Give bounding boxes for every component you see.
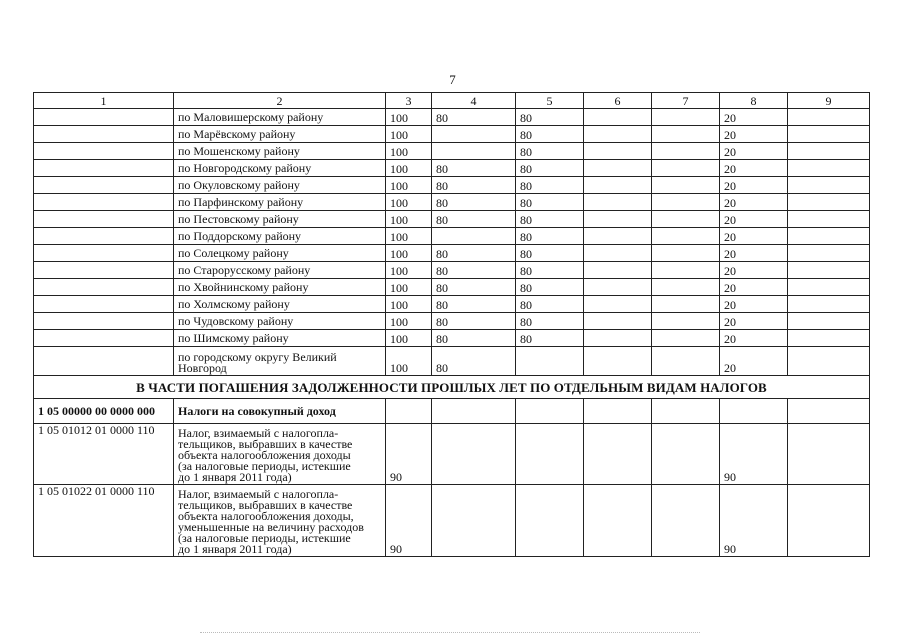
- table-row: [34, 424, 870, 485]
- value-cell: 20: [720, 126, 788, 143]
- table-row: [34, 279, 870, 296]
- value-cell: 20: [720, 296, 788, 313]
- code-cell: 1 05 01022 01 0000 110: [34, 485, 174, 557]
- value-cell: [652, 279, 720, 296]
- code-cell: [34, 330, 174, 347]
- code-cell: [34, 279, 174, 296]
- header-cell: 8: [720, 93, 788, 109]
- value-cell: 20: [720, 194, 788, 211]
- value-cell: [584, 160, 652, 177]
- code-cell: [34, 228, 174, 245]
- value-cell: [652, 347, 720, 376]
- value-cell: [584, 347, 652, 376]
- value-cell: [788, 126, 870, 143]
- value-cell: 100: [386, 126, 432, 143]
- value-cell: 100: [386, 228, 432, 245]
- value-cell: [652, 245, 720, 262]
- value-cell: 100: [386, 347, 432, 376]
- value-cell: 100: [386, 330, 432, 347]
- value-cell: 80: [516, 228, 584, 245]
- code-cell: [34, 245, 174, 262]
- value-cell: 80: [432, 262, 516, 279]
- value-cell: 80: [516, 313, 584, 330]
- value-cell: [652, 211, 720, 228]
- value-cell: 20: [720, 228, 788, 245]
- value-cell: [432, 399, 516, 424]
- value-cell: 80: [432, 211, 516, 228]
- value-cell: [584, 211, 652, 228]
- value-cell: [652, 143, 720, 160]
- header-cell: 7: [652, 93, 720, 109]
- value-cell: 20: [720, 262, 788, 279]
- budget-table: [33, 92, 870, 557]
- value-cell: [432, 485, 516, 557]
- value-cell: 20: [720, 211, 788, 228]
- section-title: В ЧАСТИ ПОГАШЕНИЯ ЗАДОЛЖЕННОСТИ ПРОШЛЫХ ЛЕТ ПО ОТДЕЛЬНЫМ ВИДАМ НАЛОГОВ: [34, 376, 870, 399]
- value-cell: 90: [386, 424, 432, 485]
- code-cell: [34, 177, 174, 194]
- code-cell: [34, 109, 174, 126]
- value-cell: [788, 347, 870, 376]
- value-cell: 80: [432, 296, 516, 313]
- value-cell: [432, 228, 516, 245]
- header-cell: 4: [432, 93, 516, 109]
- value-cell: 100: [386, 143, 432, 160]
- value-cell: [788, 109, 870, 126]
- value-cell: 80: [516, 330, 584, 347]
- table-row: [34, 194, 870, 211]
- table-row: [34, 399, 870, 424]
- value-cell: [788, 424, 870, 485]
- table-row: [34, 313, 870, 330]
- value-cell: [584, 296, 652, 313]
- value-cell: [584, 424, 652, 485]
- table-row: [34, 330, 870, 347]
- value-cell: 100: [386, 160, 432, 177]
- table-row: [34, 109, 870, 126]
- district-name: по Поддорскому району: [174, 228, 386, 245]
- header-cell: 2: [174, 93, 386, 109]
- tax-name: Налоги на совокупный доход: [174, 399, 386, 424]
- value-cell: [516, 399, 584, 424]
- code-cell: [34, 143, 174, 160]
- value-cell: [584, 313, 652, 330]
- page-number: 7: [449, 72, 456, 87]
- value-cell: [788, 211, 870, 228]
- value-cell: 100: [386, 177, 432, 194]
- value-cell: [584, 262, 652, 279]
- value-cell: 80: [432, 330, 516, 347]
- district-name: по городскому округу Великий Новгород: [174, 347, 386, 376]
- value-cell: [720, 399, 788, 424]
- tax-name: Налог, взимаемый с налогопла- тельщиков, выбравших в качестве объекта налогообложения доходы (за налоговые периоды, истекшие до 1 января 2011 года): [174, 424, 386, 485]
- value-cell: [788, 245, 870, 262]
- value-cell: [652, 485, 720, 557]
- value-cell: [652, 228, 720, 245]
- value-cell: 80: [516, 262, 584, 279]
- table-row: [34, 160, 870, 177]
- value-cell: 80: [516, 245, 584, 262]
- value-cell: 90: [386, 485, 432, 557]
- value-cell: 80: [516, 177, 584, 194]
- value-cell: 80: [432, 109, 516, 126]
- header-row: [34, 93, 870, 109]
- district-name: по Мошенскому району: [174, 143, 386, 160]
- value-cell: [652, 296, 720, 313]
- district-name: по Окуловскому району: [174, 177, 386, 194]
- value-cell: 20: [720, 279, 788, 296]
- scan-artifact-line: [200, 632, 700, 635]
- value-cell: [584, 194, 652, 211]
- code-cell: [34, 347, 174, 376]
- code-cell: [34, 262, 174, 279]
- value-cell: [652, 262, 720, 279]
- district-name: по Маловишерскому району: [174, 109, 386, 126]
- value-cell: [788, 279, 870, 296]
- value-cell: [788, 160, 870, 177]
- value-cell: [584, 330, 652, 347]
- value-cell: 80: [432, 245, 516, 262]
- value-cell: [788, 296, 870, 313]
- value-cell: [652, 330, 720, 347]
- value-cell: [432, 126, 516, 143]
- value-cell: [432, 424, 516, 485]
- value-cell: 80: [432, 279, 516, 296]
- value-cell: 80: [432, 160, 516, 177]
- value-cell: 80: [516, 211, 584, 228]
- value-cell: 80: [516, 109, 584, 126]
- value-cell: 100: [386, 279, 432, 296]
- value-cell: [652, 177, 720, 194]
- value-cell: [788, 399, 870, 424]
- table-row: [34, 485, 870, 557]
- table-row: [34, 262, 870, 279]
- value-cell: [584, 485, 652, 557]
- value-cell: 80: [516, 296, 584, 313]
- code-cell: [34, 211, 174, 228]
- header-cell: 3: [386, 93, 432, 109]
- value-cell: [652, 126, 720, 143]
- district-name: по Пестовскому району: [174, 211, 386, 228]
- table-row: [34, 143, 870, 160]
- value-cell: [652, 313, 720, 330]
- value-cell: 100: [386, 109, 432, 126]
- value-cell: [432, 143, 516, 160]
- code-cell: [34, 296, 174, 313]
- value-cell: [652, 194, 720, 211]
- value-cell: 80: [516, 160, 584, 177]
- value-cell: [788, 313, 870, 330]
- value-cell: 20: [720, 109, 788, 126]
- district-name: по Парфинскому району: [174, 194, 386, 211]
- tax-name: Налог, взимаемый с налогопла- тельщиков, выбравших в качестве объекта налогообложения доходы, уменьшенные на величину расходов (за налоговые периоды, истекшие до 1 января 2011 года): [174, 485, 386, 557]
- value-cell: [652, 399, 720, 424]
- value-cell: [584, 109, 652, 126]
- value-cell: [584, 143, 652, 160]
- value-cell: 100: [386, 313, 432, 330]
- header-cell: 5: [516, 93, 584, 109]
- district-name: по Холмскому району: [174, 296, 386, 313]
- district-name: по Старорусскому району: [174, 262, 386, 279]
- value-cell: [584, 399, 652, 424]
- header-cell: 9: [788, 93, 870, 109]
- value-cell: 80: [516, 143, 584, 160]
- value-cell: [516, 347, 584, 376]
- value-cell: 20: [720, 347, 788, 376]
- table-row: [34, 347, 870, 376]
- table-row: [34, 211, 870, 228]
- district-name: по Шимскому району: [174, 330, 386, 347]
- value-cell: [386, 399, 432, 424]
- district-name: по Марёвскому району: [174, 126, 386, 143]
- value-cell: [652, 424, 720, 485]
- value-cell: [652, 109, 720, 126]
- value-cell: [788, 485, 870, 557]
- value-cell: 100: [386, 211, 432, 228]
- district-name: по Чудовскому району: [174, 313, 386, 330]
- value-cell: [788, 143, 870, 160]
- value-cell: 20: [720, 160, 788, 177]
- value-cell: 80: [516, 194, 584, 211]
- table-row: [34, 245, 870, 262]
- code-cell: 1 05 01012 01 0000 110: [34, 424, 174, 485]
- value-cell: 100: [386, 245, 432, 262]
- value-cell: [584, 279, 652, 296]
- value-cell: 80: [432, 194, 516, 211]
- value-cell: 90: [720, 424, 788, 485]
- value-cell: 80: [516, 126, 584, 143]
- value-cell: 80: [432, 347, 516, 376]
- value-cell: 100: [386, 194, 432, 211]
- code-cell: [34, 160, 174, 177]
- value-cell: [584, 228, 652, 245]
- value-cell: [788, 330, 870, 347]
- table-row: [34, 228, 870, 245]
- value-cell: 20: [720, 313, 788, 330]
- value-cell: [788, 262, 870, 279]
- table-row: [34, 296, 870, 313]
- code-cell: [34, 313, 174, 330]
- table-row: [34, 126, 870, 143]
- value-cell: [584, 245, 652, 262]
- value-cell: 80: [432, 177, 516, 194]
- value-cell: [584, 126, 652, 143]
- value-cell: [788, 194, 870, 211]
- header-cell: 1: [34, 93, 174, 109]
- code-cell: [34, 126, 174, 143]
- section-row: [34, 376, 870, 399]
- value-cell: [516, 424, 584, 485]
- value-cell: 80: [516, 279, 584, 296]
- district-name: по Хвойнинскому району: [174, 279, 386, 296]
- value-cell: [788, 177, 870, 194]
- value-cell: 20: [720, 330, 788, 347]
- header-cell: 6: [584, 93, 652, 109]
- value-cell: [788, 228, 870, 245]
- value-cell: [652, 160, 720, 177]
- value-cell: [516, 485, 584, 557]
- value-cell: 100: [386, 296, 432, 313]
- value-cell: 90: [720, 485, 788, 557]
- code-cell: 1 05 00000 00 0000 000: [34, 399, 174, 424]
- value-cell: 20: [720, 245, 788, 262]
- value-cell: 20: [720, 143, 788, 160]
- value-cell: 20: [720, 177, 788, 194]
- code-cell: [34, 194, 174, 211]
- value-cell: 100: [386, 262, 432, 279]
- value-cell: [584, 177, 652, 194]
- district-name: по Солецкому району: [174, 245, 386, 262]
- value-cell: 80: [432, 313, 516, 330]
- table-row: [34, 177, 870, 194]
- district-name: по Новгородскому району: [174, 160, 386, 177]
